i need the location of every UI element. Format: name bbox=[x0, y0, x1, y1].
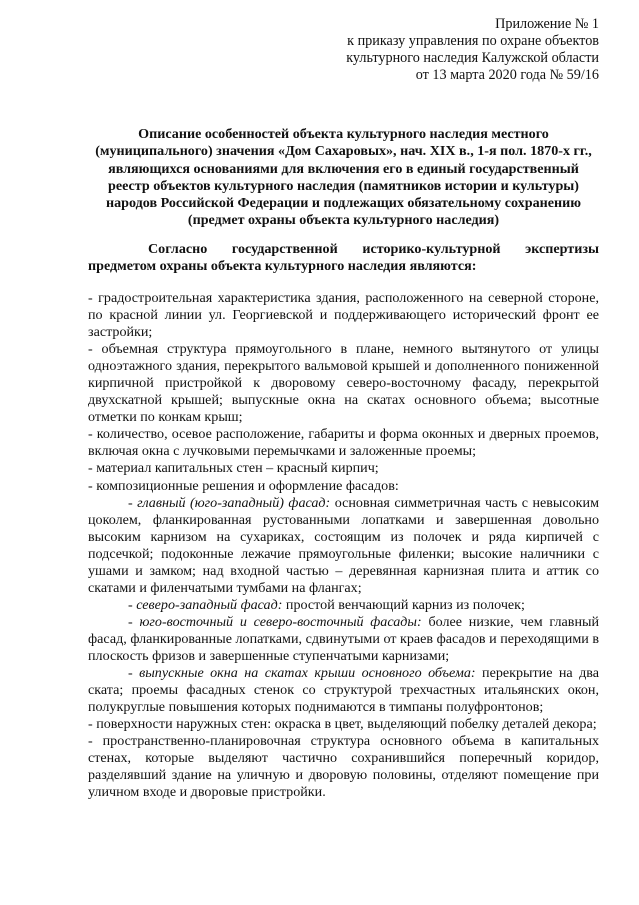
southeast-facades-label: - юго-восточный и северо-восточный фасады: bbox=[128, 613, 422, 630]
northwest-facade-text: простой венчающий карниз из полочек; bbox=[282, 596, 525, 613]
main-facade-label: - главный (юго-западный) фасад: bbox=[128, 494, 331, 511]
item-main-facade bbox=[88, 495, 599, 597]
document-title: Описание особенностей объекта культурного наследия местного (муниципального) значения «Дом Сахаровых», нач. XIX в., 1-я пол. 1870-х гг., являющихся основаниями для включения его в единый государственный реестр объектов культурного наследия (памятников истории и культуры) народов Российской Федерации и подлежащих обязательному сохранению (предмет охраны объекта культурного наследия) bbox=[95, 126, 592, 229]
southeast-facades-text: более низкие, чем главный фасад, фланкированные лопатками, сдвинутыми от краев фасадов и переходящими в плоскость фризов и завершенные ступенчатыми карнизами; bbox=[88, 613, 599, 664]
item-dormer-windows bbox=[88, 665, 599, 716]
northwest-facade-label: - северо-западный фасад: bbox=[128, 596, 283, 613]
protection-items-list bbox=[88, 290, 599, 801]
item-facades: - композиционные решения и оформление фасадов: bbox=[88, 477, 399, 494]
appendix-line-1: Приложение № 1 bbox=[495, 16, 599, 32]
item-wall-surfaces: - поверхности наружных стен: окраска в цвет, выделяющий побелку деталей декора; bbox=[88, 716, 597, 733]
item-northwest-facade bbox=[88, 597, 599, 614]
dormer-windows-label: - выпускные окна на скатах крыши основного объема: bbox=[128, 665, 476, 682]
item-volume-structure: - объемная структура прямоугольного в плане, немного вытянутого от улицы одноэтажного здания, перекрытого вальмовой крышей и дополненного пониженной кирпичной пристройкой к дворовому северо-восточному фасаду, перекрытой двухскатной крышей; выпускные окна на скатах основного объема; высотные отметки по конкам крыш; bbox=[88, 341, 599, 426]
item-spatial-structure: - пространственно-планировочная структура основного объема в капитальных стенах, которые выделяют частично сохранившийся поперечный коридор, разделявший здание на уличную и дворовую половины, отделяют помещение при уличном входе и дворовые пристройки. bbox=[88, 733, 599, 801]
appendix-line-2: к приказу управления по охране объектов bbox=[347, 33, 599, 49]
item-southeast-facades bbox=[88, 614, 599, 665]
appendix-header bbox=[309, 16, 599, 84]
dormer-windows-text: перекрытие на два ската; проемы фасадных стенок со структурой трехчастных итальянских окон, полукруглые повышения которых поднимаются в тимпаны полуфронтонов; bbox=[88, 665, 599, 716]
appendix-line-3: культурного наследия Калужской области bbox=[346, 50, 599, 66]
main-facade-text: основная симметричная часть с невысоким цоколем, фланкированная рустованными лопатками и завершенная довольно высоким карнизом на сухариках, состоящим из полочек и ряда кирпичей с подсечкой; подоконные лежачие прямоугольные филенки; высокие наличники с ушами и замком; над входной частью – деревянная карнизная плита и аттик со скатами и филенчатыми тумбами на флангах; bbox=[88, 494, 599, 596]
item-urban-characteristic: - градостроительная характеристика здания, расположенного на северной стороне, по красной линии ул. Георгиевской и поддерживающего исторический фронт ее застройки; bbox=[88, 290, 599, 341]
protection-subject-intro: Согласно государственной историко-культурной экспертизы предметом охраны объекта культурного наследия являются: bbox=[88, 241, 599, 275]
item-wall-material: - материал капитальных стен – красный кирпич; bbox=[88, 460, 379, 477]
item-openings: - количество, осевое расположение, габариты и форма оконных и дверных проемов, включая окна с лучковыми перемычками и заложенные проемы; bbox=[88, 426, 599, 460]
appendix-line-4: от 13 марта 2020 года № 59/16 bbox=[415, 67, 599, 83]
